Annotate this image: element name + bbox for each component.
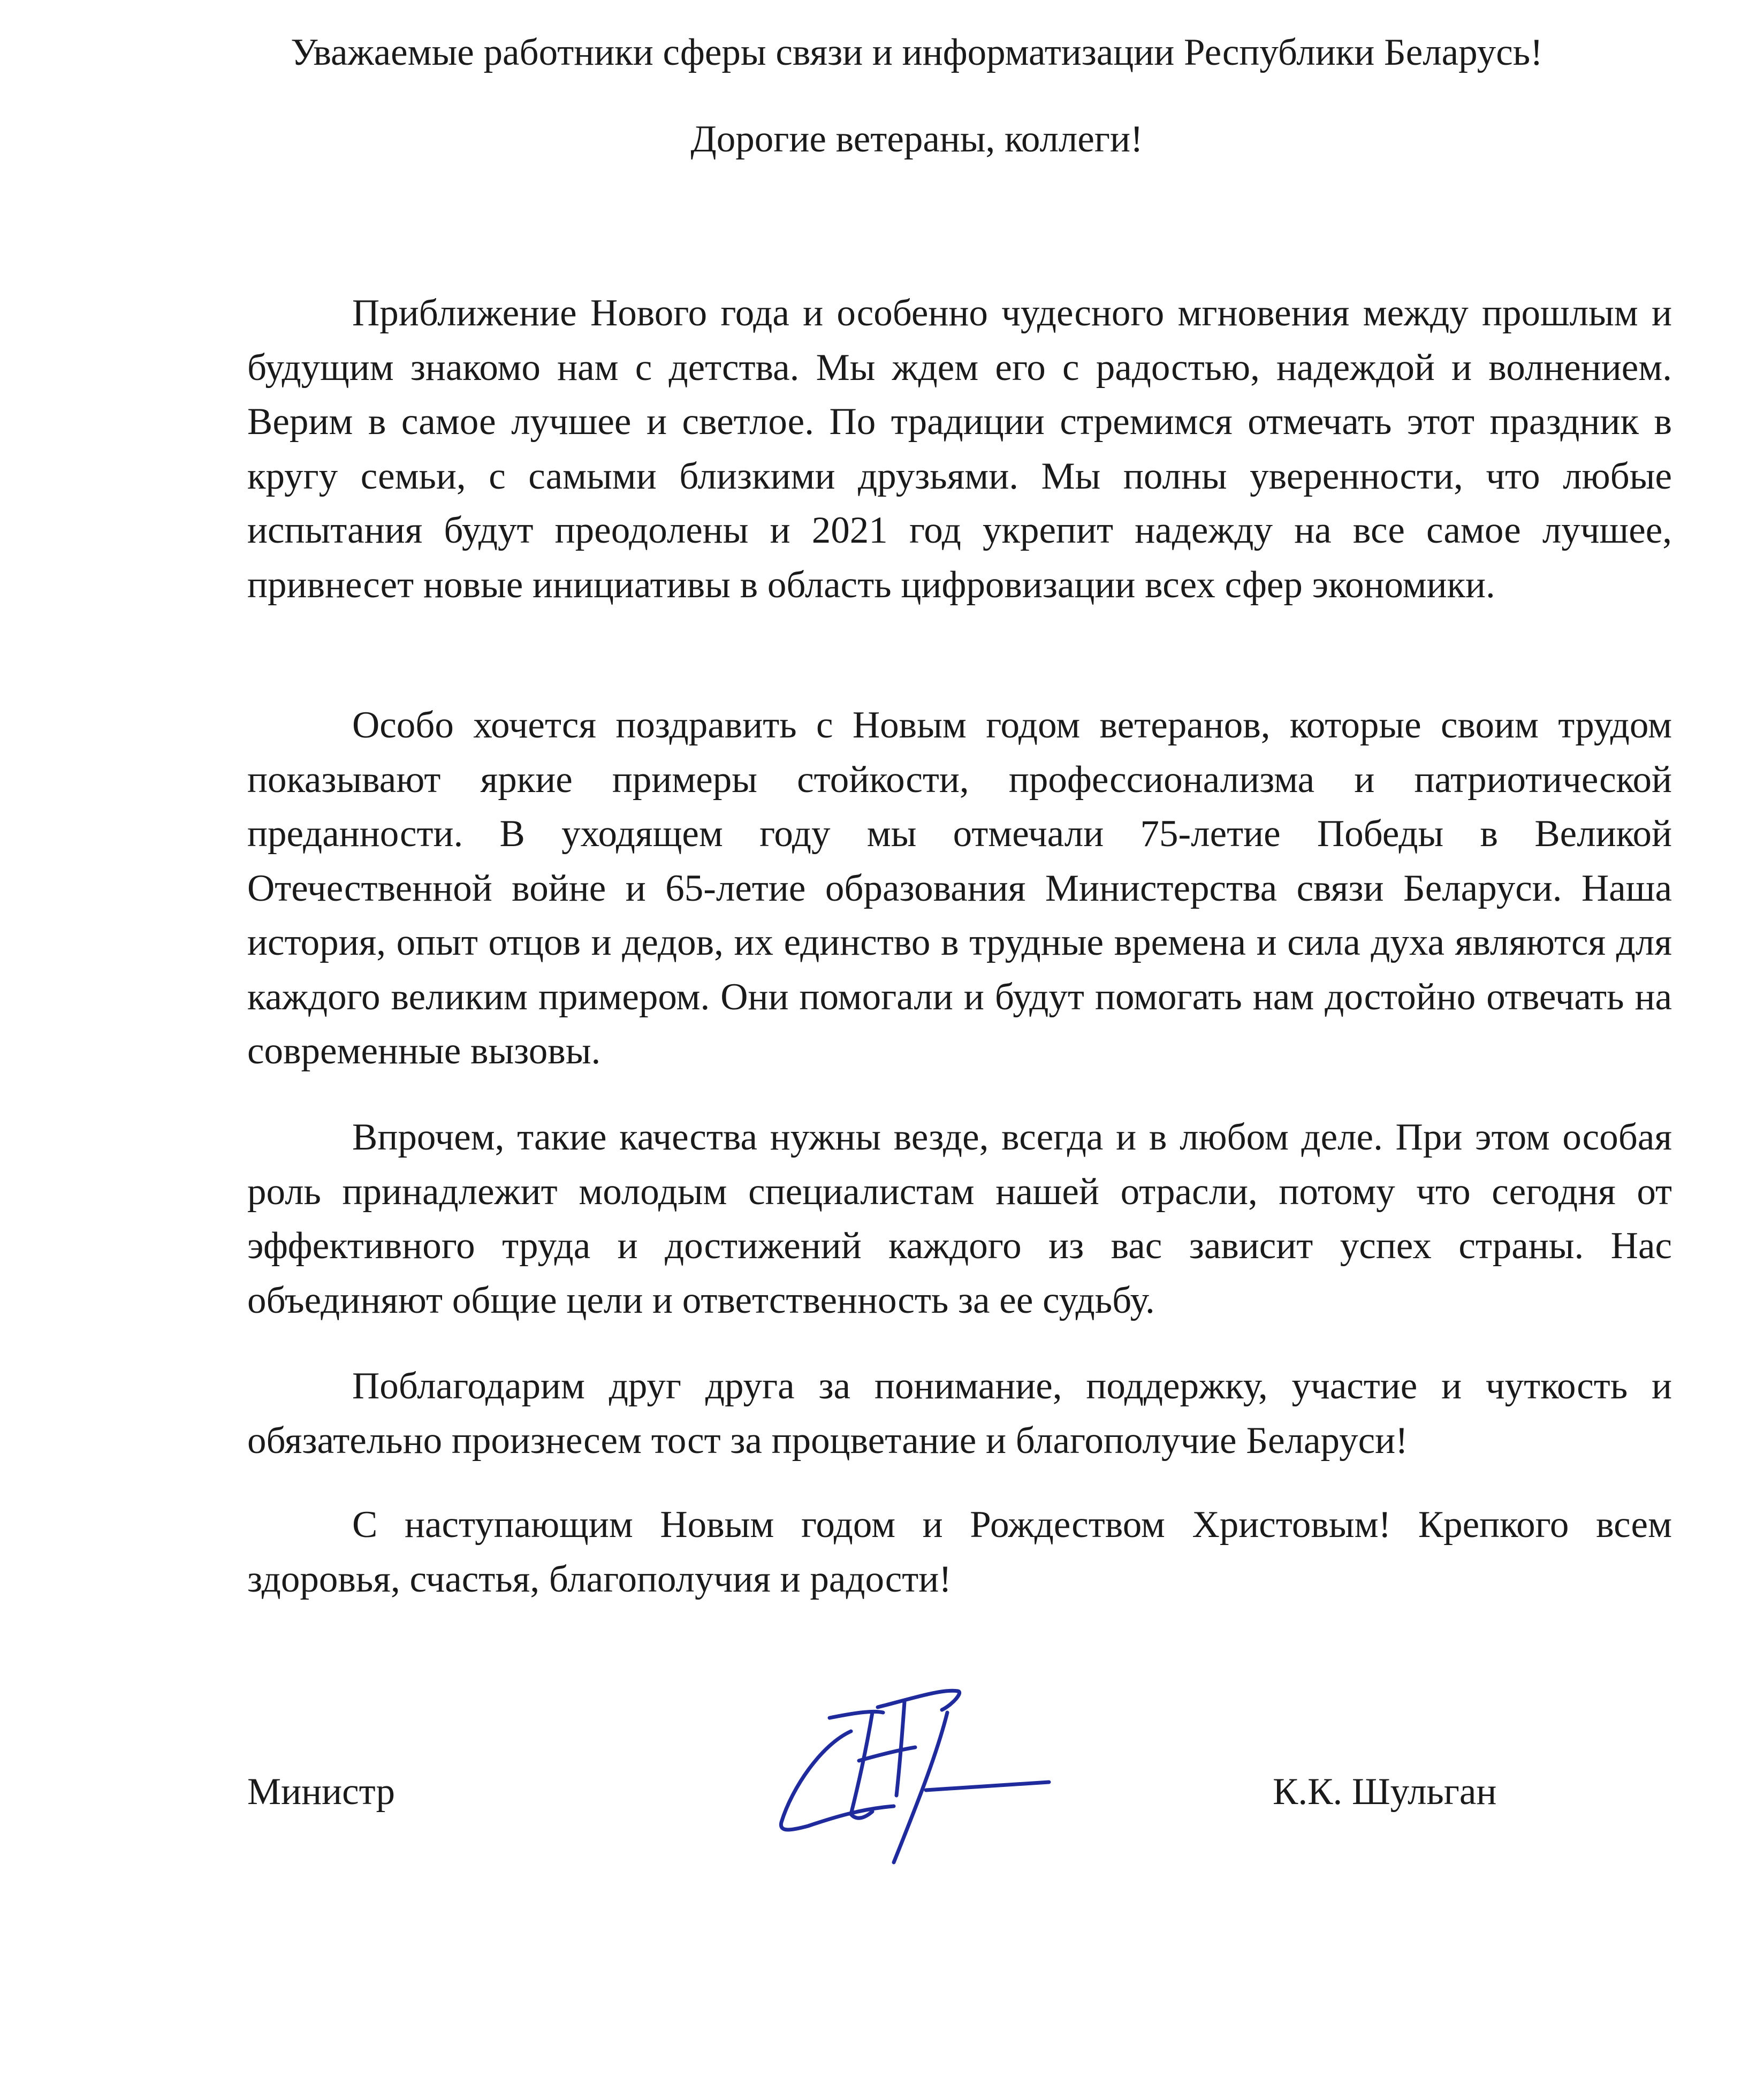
paragraph-4: Поблагодарим друг друга за понимание, поддержку, участие и чуткость и обязательно произнесем тост за процветание и благополучие Беларуси!	[247, 1365, 1672, 1462]
handwritten-signature	[771, 1680, 1060, 1873]
paragraph-3: Впрочем, такие качества нужны везде, всегда и в любом деле. При этом особая роль принадлежит молодым специалистам нашей отрасли, потому что сегодня от эффективного труда и достижений каждого из вас зависит успех страны. Нас объединяют общие цели и ответственность за ее судьбу.	[247, 1116, 1672, 1321]
greeting-line-1: Уважаемые работники сферы связи и информатизации Республики Беларусь!	[291, 32, 1543, 73]
paragraph-5: С наступающим Новым годом и Рождеством Христовым! Крепкого всем здоровья, счастья, благополучия и радости!	[247, 1504, 1672, 1600]
paragraph-1: Приближение Нового года и особенно чудесного мгновения между прошлым и будущим знакомо нам с детства. Мы ждем его с радостью, надеждой и волнением. Верим в самое лучшее и светлое. По традиции стремимся отмечать этот праздник в кругу семьи, с самыми близкими друзьями. Мы полны уверенности, что любые испытания будут преодолены и 2021 год укрепит надежду на все самое лучшее, привнесет новые инициативы в область цифровизации всех сфер экономики.	[247, 292, 1672, 606]
signature-title: Министр	[247, 1771, 396, 1813]
paragraph-2: Особо хочется поздравить с Новым годом ветеранов, которые своим трудом показывают яркие примеры стойкости, профессионализма и патриотической преданности. В уходящем году мы отмечали 75-летие Победы в Великой Отечественной войне и 65-летие образования Министерства связи Беларуси. Наша история, опыт отцов и дедов, их единство в трудные времена и сила духа являются для каждого великим примером. Они помогали и будут помогать нам достойно отвечать на современные вызовы.	[247, 704, 1672, 1072]
signature-name: К.К. Шульган	[1273, 1771, 1497, 1813]
signature-strokes	[781, 1691, 1049, 1862]
greeting-line-2: Дорогие ветераны, коллеги!	[690, 118, 1143, 160]
